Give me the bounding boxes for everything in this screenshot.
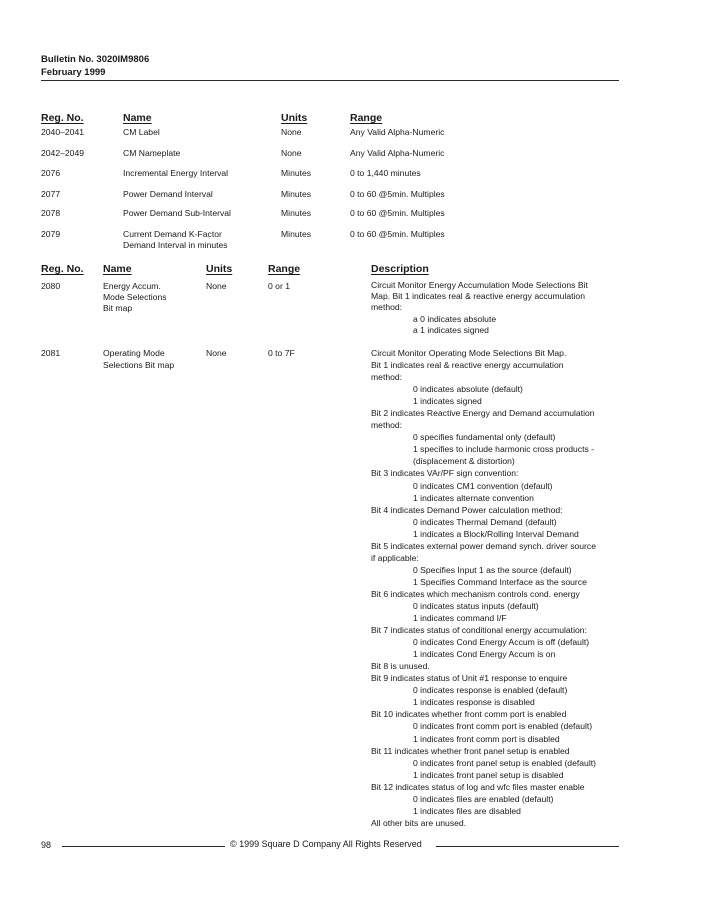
description-line: Bit 12 indicates status of log and wfc files master enable — [371, 781, 585, 792]
t2-range: 0 to 7F — [268, 348, 295, 358]
description-line: 1 indicates Cond Energy Accum is on — [413, 649, 556, 660]
description-line: 0 specifies fundamental only (default) — [413, 432, 556, 443]
t2-reg: 2080 — [41, 281, 61, 291]
t2-name-line: Mode Selections — [103, 292, 167, 302]
description-line: All other bits are unused. — [371, 817, 467, 828]
description-line: Circuit Monitor Energy Accumulation Mode Selections Bit — [371, 280, 588, 290]
t1-name: Current Demand K-Factor — [123, 229, 222, 239]
t1-range: 0 to 1,440 minutes — [350, 168, 421, 178]
t1-range: 0 to 60 @5min. Multiples — [350, 208, 445, 218]
t2-header-reg: Reg. No. — [41, 263, 84, 275]
description-line: 0 indicates front panel setup is enabled (default) — [413, 757, 596, 768]
t1-name: Power Demand Interval — [123, 189, 213, 199]
description-line: 1 indicates response is disabled — [413, 697, 535, 708]
description-line: a 1 indicates signed — [413, 324, 489, 335]
t1-range: 0 to 60 @5min. Multiples — [350, 189, 445, 199]
description-line: 1 indicates front comm port is disabled — [413, 733, 560, 744]
description-line: 0 indicates response is enabled (default) — [413, 685, 568, 696]
t1-name: Power Demand Sub-Interval — [123, 208, 231, 218]
t1-name: Incremental Energy Interval — [123, 168, 229, 178]
bulletin-number: Bulletin No. 3020IM9806 — [41, 54, 150, 65]
t1-name-line2: Demand Interval in minutes — [123, 240, 228, 250]
description-line: 1 indicates a Block/Rolling Interval Demand — [413, 528, 579, 539]
footer-rule-left — [62, 846, 225, 847]
description-line: Circuit Monitor Operating Mode Selections Bit Map. — [371, 348, 567, 358]
t1-units: None — [281, 127, 302, 137]
description-line: Bit 4 indicates Demand Power calculation method: — [371, 504, 563, 515]
t2-description — [371, 280, 588, 336]
description-line: Bit 2 indicates Reactive Energy and Demand accumulation — [371, 408, 595, 419]
t1-reg: 2040–2041 — [41, 127, 85, 137]
t1-header-reg: Reg. No. — [41, 112, 84, 124]
description-line: 0 indicates front comm port is enabled (default) — [413, 721, 593, 732]
t2-name-line: Energy Accum. — [103, 281, 161, 291]
page-number: 98 — [41, 840, 52, 850]
t1-reg: 2076 — [41, 168, 61, 178]
description-line: 0 indicates Thermal Demand (default) — [413, 516, 557, 527]
description-line: 1 indicates alternate convention — [413, 492, 534, 503]
description-line: if applicable: — [371, 552, 419, 563]
t1-name: CM Nameplate — [123, 148, 181, 158]
t1-header-name: Name — [123, 112, 152, 124]
t1-header-range: Range — [350, 112, 383, 124]
t2-name-line: Bit map — [103, 303, 133, 313]
description-line: 1 indicates front panel setup is disabled — [413, 769, 564, 780]
header-rule — [41, 80, 619, 81]
description-line: Bit 9 indicates status of Unit #1 response to enquire — [371, 673, 568, 684]
t1-reg: 2042–2049 — [41, 148, 85, 158]
t2-header-units: Units — [206, 263, 233, 275]
description-line: Bit 11 indicates whether front panel setup is enabled — [371, 745, 570, 756]
description-line: Map. Bit 1 indicates real & reactive energy accumulation — [371, 291, 585, 302]
description-line: method: — [371, 302, 403, 313]
t2-description — [371, 347, 596, 829]
description-line: Bit 6 indicates which mechanism controls cond. energy — [371, 588, 580, 599]
t1-units: Minutes — [281, 208, 312, 218]
bulletin-date: February 1999 — [41, 67, 106, 78]
t2-range: 0 or 1 — [268, 281, 290, 291]
t2-units: None — [206, 348, 227, 358]
description-line: method: — [371, 372, 403, 383]
description-line: (displacement & distortion) — [413, 456, 515, 467]
t1-reg: 2079 — [41, 229, 61, 239]
footer-rule-right — [436, 846, 619, 847]
description-line: Bit 10 indicates whether front comm port is enabled — [371, 709, 567, 720]
description-line: 0 indicates absolute (default) — [413, 384, 523, 395]
t2-units: None — [206, 281, 227, 291]
description-line: method: — [371, 420, 403, 431]
description-line: 1 indicates command I/F — [413, 613, 507, 624]
description-line: Bit 7 indicates status of conditional energy accumulation: — [371, 625, 587, 636]
description-line: a 0 indicates absolute — [413, 313, 497, 324]
description-line: Bit 8 is unused. — [371, 661, 430, 672]
t2-reg: 2081 — [41, 348, 61, 358]
t1-range: Any Valid Alpha-Numeric — [350, 148, 445, 158]
description-line: 0 indicates Cond Energy Accum is off (default) — [413, 637, 590, 648]
t1-units: Minutes — [281, 168, 312, 178]
t1-reg: 2077 — [41, 189, 61, 199]
description-line: 0 indicates files are enabled (default) — [413, 793, 554, 804]
description-line: 1 Specifies Command Interface as the source — [413, 576, 587, 587]
t1-header-units: Units — [281, 112, 308, 124]
t1-units: Minutes — [281, 229, 312, 239]
description-line: Bit 3 indicates VAr/PF sign convention: — [371, 468, 519, 479]
t1-units: Minutes — [281, 189, 312, 199]
t1-units: None — [281, 148, 302, 158]
description-line: 1 specifies to include harmonic cross products - — [413, 444, 595, 455]
copyright: © 1999 Square D Company All Rights Reserved — [230, 839, 422, 849]
t1-range: 0 to 60 @5min. Multiples — [350, 229, 445, 239]
description-line: Bit 1 indicates real & reactive energy accumulation — [371, 360, 564, 371]
description-line: Bit 5 indicates external power demand synch. driver source — [371, 540, 596, 551]
t1-range: Any Valid Alpha-Numeric — [350, 127, 445, 137]
description-line: 0 indicates CM1 convention (default) — [413, 480, 553, 491]
t1-name: CM Label — [123, 127, 160, 137]
t2-header-range: Range — [268, 263, 301, 275]
t2-header-name: Name — [103, 263, 132, 275]
description-line: 1 indicates files are disabled — [413, 805, 521, 816]
t1-reg: 2078 — [41, 208, 61, 218]
t2-header-description: Description — [371, 263, 429, 275]
t2-name-line: Operating Mode — [103, 348, 165, 358]
t2-name-line: Selections Bit map — [103, 360, 175, 370]
description-line: 0 indicates status inputs (default) — [413, 600, 539, 611]
description-line: 0 Specifies Input 1 as the source (default) — [413, 564, 572, 575]
description-line: 1 indicates signed — [413, 396, 482, 407]
